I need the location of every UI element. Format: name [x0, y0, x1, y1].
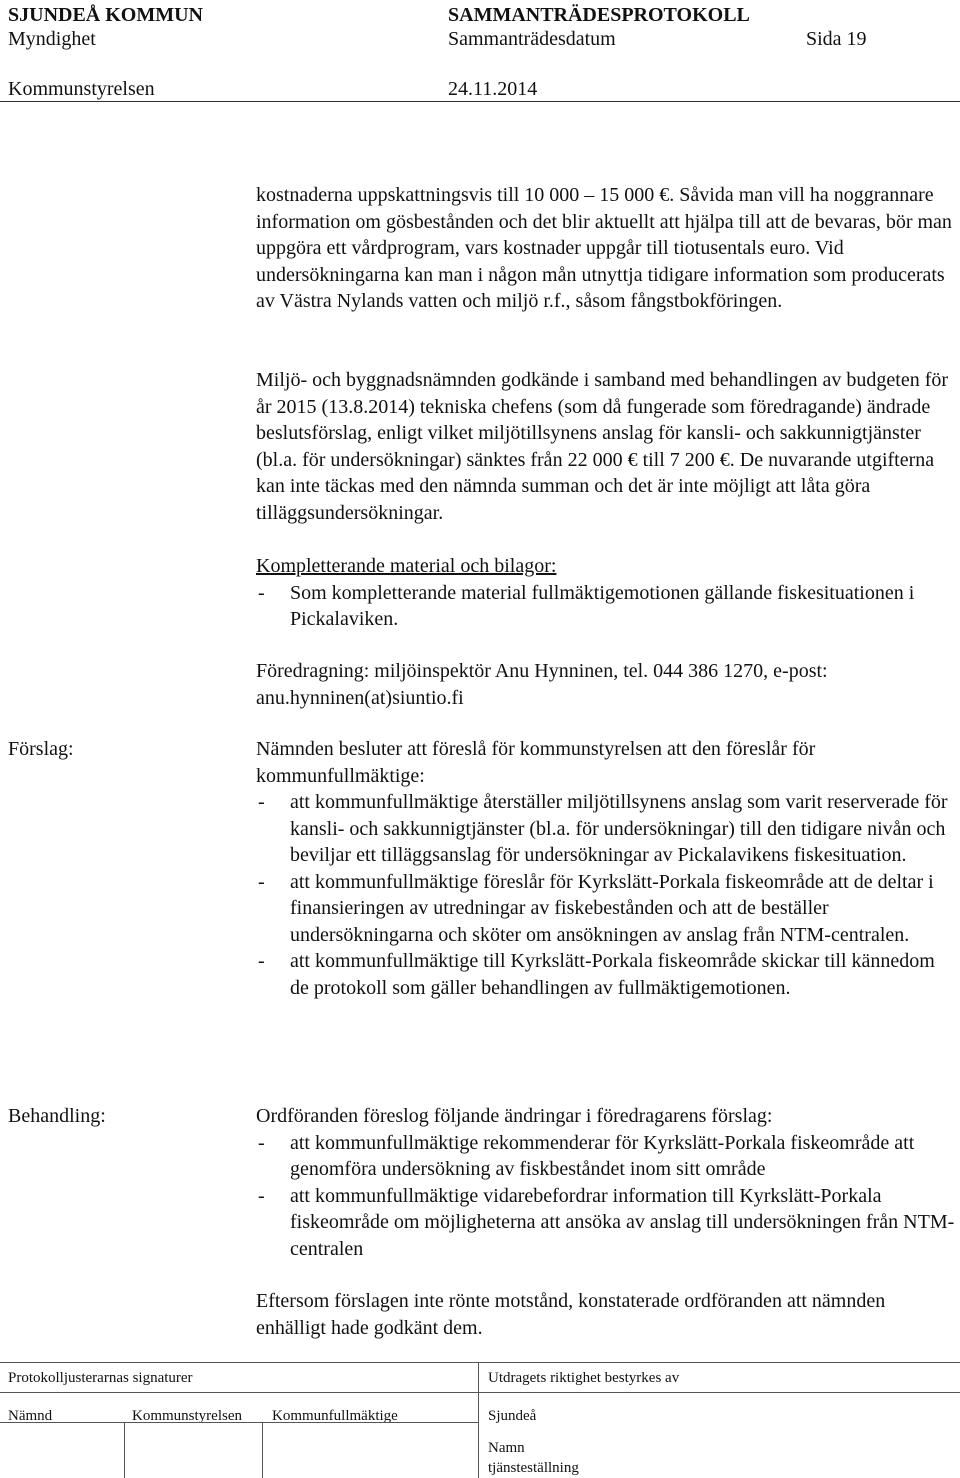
list-item: - att kommunfullmäktige till Kyrkslätt-Porkala fiskeområde skickar till kännedom de protokoll som gäller behandlingen av fullmäktigemotionen.	[256, 948, 956, 1001]
name-label: Namn	[488, 1440, 525, 1456]
handling-section	[256, 1103, 956, 1262]
signature-footer	[0, 1362, 960, 1478]
footer-row-line	[0, 1422, 478, 1423]
document-type: SAMMANTRÄDESPROTOKOLL	[448, 4, 750, 26]
list-item: - att kommunfullmäktige vidarebefordrar information till Kyrkslätt-Porkala fiskeområde om möjligheterna att ansöka av anslag till undersökningen från NTM-centralen	[256, 1183, 956, 1263]
org-name: SJUNDEÅ KOMMUN	[8, 4, 203, 26]
meeting-date: 24.11.2014	[448, 78, 538, 100]
footer-col-divider	[478, 1362, 479, 1478]
footer-top-line	[0, 1362, 960, 1363]
date-label: Sammanträdesdatum	[448, 28, 616, 50]
conclusion-text: Eftersom förslagen inte rönte motstånd, konstaterade ordföranden att nämnden enhälligt hade godkänt dem.	[256, 1290, 886, 1339]
presenter-section	[256, 658, 956, 711]
proposal-intro: Nämnden besluter att föreslå för kommunstyrelsen att den föreslår för kommunfullmäktige:	[256, 738, 816, 787]
page-number: Sida 19	[806, 28, 867, 50]
footer-mid-line	[0, 1392, 960, 1393]
footer-col-divider	[262, 1422, 263, 1478]
attachments-heading: Kompletterande material och bilagor:	[256, 555, 557, 577]
column-executive: Kommunstyrelsen	[132, 1408, 242, 1424]
list-item: - att kommunfullmäktige rekommenderar för Kyrkslätt-Porkala fiskeområde att genomföra undersökning av fiskbeståndet inom sitt område	[256, 1130, 956, 1183]
list-item: - att kommunfullmäktige föreslår för Kyrkslätt-Porkala fiskeområde att de deltar i finansieringen av utredningar av fiskebestånden och att de beställer undersökningarna och sköter om ansökningen av anslag från NTM-centralen.	[256, 869, 956, 949]
paragraph-text: kostnaderna uppskattningsvis till 10 000 – 15 000 €. Såvida man vill ha noggrannare information om gösbestånden och det blir aktuellt att hjälpa till att de bevaras, bör man uppgöra ett vårdprogram, vars kostnader uppgår till tiotusentals euro. Vid undersökningarna kan man i någon mån utnyttja tidigare information som producerats av Västra Nylands vatten och miljö r.f., såsom fångstbokföringen.	[256, 184, 952, 312]
attachments-section	[256, 553, 956, 633]
authority-name: Kommunstyrelsen	[8, 78, 155, 100]
column-council: Kommunfullmäktige	[272, 1408, 398, 1424]
header-divider	[0, 101, 960, 102]
proposal-section	[256, 736, 956, 1001]
paragraph-text: Miljö- och byggnadsnämnden godkände i samband med behandlingen av budgeten för år 2015 (13.8.2014) tekniska chefens (som då fungerade som föredragande) ändrade beslutsförslag, enligt vilket miljötillsynens anslag för kansli- och sakkunnigtjänster (bl.a. för undersökningar) sänktes från 22 000 € till 7 200 €. De nuvarande utgifterna kan inte täckas med den nämnda summan och det är inte möjligt att låta göra tilläggsundersökningar.	[256, 369, 949, 524]
handling-list	[256, 1130, 956, 1263]
certification-label: Utdragets riktighet bestyrkes av	[488, 1370, 680, 1386]
paragraph-budget	[256, 367, 956, 526]
proposal-list	[256, 789, 956, 1001]
proposal-label: Förslag:	[8, 738, 74, 760]
authority-label: Myndighet	[8, 28, 96, 50]
presenter-text: Föredragning: miljöinspektör Anu Hynninen, tel. 044 386 1270, e-post: anu.hynninen(at)siuntio.fi	[256, 660, 828, 709]
list-item: - att kommunfullmäktige återställer miljötillsynens anslag som varit reserverade för kansli- och sakkunnigtjänster (bl.a. för undersökningar) till den tidigare nivån och beviljar ett tilläggsanslag för undersökningar av Pickalavikens fiskesituation.	[256, 789, 956, 869]
footer-col-divider	[124, 1422, 125, 1478]
conclusion-section	[256, 1288, 956, 1341]
certifier-municipality: Sjundeå	[488, 1408, 537, 1424]
handling-label: Behandling:	[8, 1105, 106, 1127]
column-board: Nämnd	[8, 1408, 53, 1424]
list-item: - Som kompletterande material fullmäktigemotionen gällande fiskesituationen i Pickalaviken.	[256, 580, 956, 633]
signatures-label: Protokolljusterarnas signaturer	[8, 1370, 193, 1386]
position-label: tjänsteställning	[488, 1460, 579, 1476]
attachments-list	[256, 580, 956, 633]
handling-intro: Ordföranden föreslog följande ändringar i föredragarens förslag:	[256, 1105, 773, 1127]
paragraph-costs	[256, 182, 956, 315]
